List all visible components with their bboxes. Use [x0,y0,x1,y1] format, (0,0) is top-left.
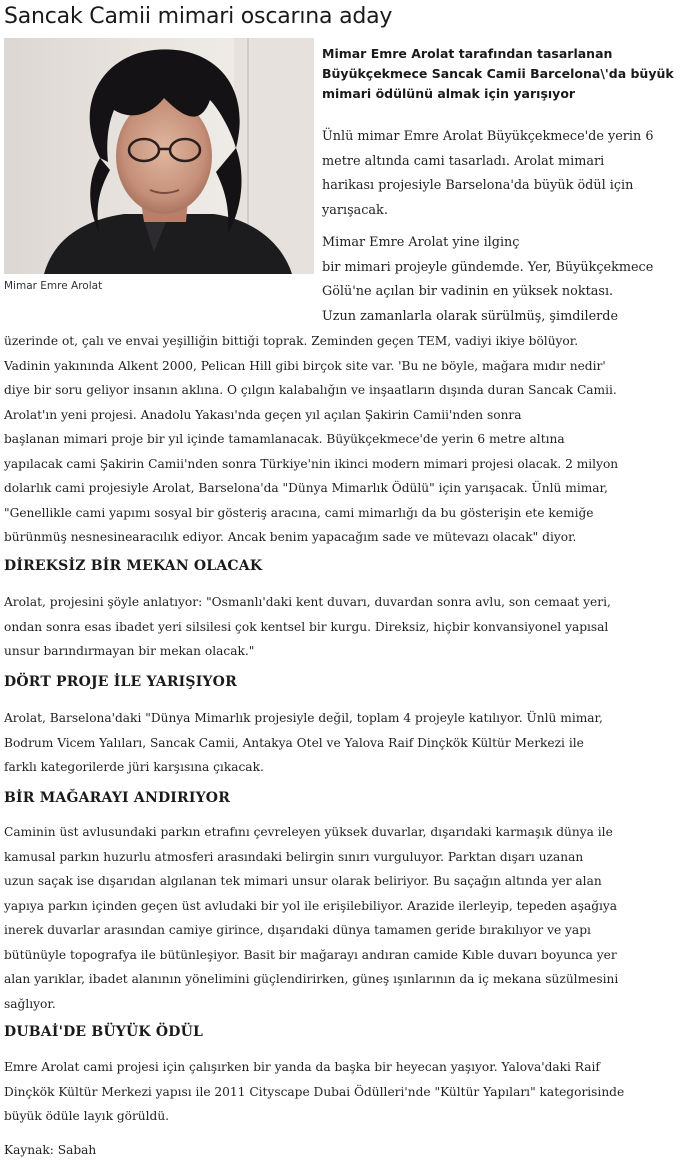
article-title: Sancak Camii mimari oscarına aday [4,4,393,29]
text-line: unsur barındırmayan bir mekan olacak." [4,644,255,658]
text-line: Arolat, projesini şöyle anlatıyor: "Osmanlı'daki kent duvarı, duvardan sonra avlu, son cemaat yeri, [4,595,611,609]
section-heading: DUBAİ'DE BÜYÜK ÖDÜL [4,1024,204,1040]
text-line: yapılacak cami Şakirin Camii'nden sonra Türkiye'nin ikinci modern mimari projesi olacak. 2 milyon [4,456,619,471]
text-line: harikası projesiyle Barselona'da büyük ödül için [322,178,634,193]
text-line: büyük ödüle layık görüldü. [4,1109,170,1123]
text-line: Vadinin yakınında Alkent 2000, Pelican Hill gibi birçok site var. 'Bu ne böyle, mağara mıdır nedir' [4,358,606,373]
text-line: diye bir soru geliyor insanın aklına. O çılgın kalabalığın ve inşaatların dışında duran Sancak Camii. [4,383,617,397]
section-paragraph [4,590,680,664]
lead-line: mimari ödülünü almak için yarışıyor [322,86,576,101]
text-line: Dinçkök Kültür Merkezi yapısı ile 2011 Cityscape Dubai Ödülleri'nde "Kültür Yapıları" kategorisinde [4,1084,625,1099]
text-line: Arolat'ın yeni projesi. Anadolu Yakası'nda geçen yıl açılan Şakirin Camii'nden sonra [4,407,522,422]
portrait-photo [4,38,314,274]
text-line: "Genellikle cami yapımı sosyal bir gösteriş aracına, cami mimarlığı da bu gösterişin ete kemiğe [4,505,594,520]
text-line: farklı kategorilerde jüri karşısına çıkacak. [4,760,264,774]
text-line: ondan sonra esas ibadet yeri silsilesi çok kentsel bir kurgu. Direksiz, hiçbir konvansiyonel yapısal [4,619,609,634]
text-line: alan yarıklar, ibadet alanının yönelimini güçlendirirken, güneş ışınlarının da iç mekana süzülmesini [4,972,619,986]
text-line: dolarlık cami projesiyle Arolat, Barselona'da "Dünya Mimarlık Ödülü" için yarışacak. Ünlü mimar, [4,481,608,495]
section-paragraph [4,820,680,1016]
paragraph-1-full [4,329,680,550]
photo-caption: Mimar Emre Arolat [4,280,103,292]
lead-line: Büyükçekmece Sancak Camii Barcelona\'da büyük [322,66,674,81]
text-line: metre altında cami tasarladı. Arolat mimari [322,153,605,169]
article-lead [322,44,680,104]
section-paragraph [4,706,680,780]
text-line: Caminin üst avlusundaki parkın etrafını çevreleyen yüksek duvarlar, dışarıdaki karmaşık dünya ile [4,825,613,839]
section-heading: DİREKSİZ BİR MEKAN OLACAK [4,558,263,574]
paragraph-1-side [322,231,680,329]
text-line: yapıya parkın içinden geçen üst avludaki bir yol ile erişilebiliyor. Arazide ilerleyip, tepeden aşağıya [4,898,618,913]
text-line: Gölü'ne açılan bir vadinin en yüksek noktası. [322,284,614,299]
intro-paragraph [322,125,680,223]
text-line: Ünlü mimar Emre Arolat Büyükçekmece'de yerin 6 [322,129,654,144]
text-line: başlanan mimari proje bir yıl içinde tamamlanacak. Büyükçekmece'de yerin 6 metre altına [4,432,565,446]
text-line: bir mimari projeyle gündemde. Yer, Büyükçekmece [322,259,654,275]
section-paragraph [4,1055,680,1129]
section-heading: DÖRT PROJE İLE YARIŞIYOR [4,674,237,690]
text-line: uzun saçak ise dışarıdan algılanan tek mimari unsur olarak beliriyor. Bu saçağın altında yer alan [4,874,602,888]
section-heading: BİR MAĞARAYI ANDIRIYOR [4,790,231,806]
text-line: Bodrum Vicem Yalıları, Sancak Camii, Antakya Otel ve Yalova Raif Dinçkök Kültür Merkezi ile [4,735,584,750]
text-line: yarışacak. [322,202,388,218]
text-line: Arolat, Barselona'daki "Dünya Mimarlık projesiyle değil, toplam 4 projeyle katılıyor. Ünlü mimar, [4,711,603,725]
text-line: Mimar Emre Arolat yine ilginç [322,235,520,250]
text-line: sağlıyor. [4,996,56,1011]
text-line: inerek duvarlar arasından camiye girince, dışarıdaki dünya tamamen geride bırakılıyor ve yapı [4,923,591,937]
source-line: Kaynak: Sabah [4,1143,97,1157]
lead-line: Mimar Emre Arolat tarafından tasarlanan [322,46,613,61]
text-line: Emre Arolat cami projesi için çalışırken bir yanda da başka bir heyecan yaşıyor. Yalova'daki Raif [4,1060,600,1074]
text-line: üzerinde ot, çalı ve envai yeşilliğin bittiği toprak. Zeminden geçen TEM, vadiyi ikiye bölüyor. [4,334,579,348]
text-line: bütünüyle topografya ile bütünleşiyor. Basit bir mağarayı andıran camide Kıble duvarı boyunca yer [4,947,617,962]
text-line: kamusal parkın huzurlu atmosferi arasındaki belirgin sınırı vurguluyor. Parktan dışarı uzanan [4,849,584,864]
text-line: Uzun zamanlarla olarak sürülmüş, şimdilerde [322,308,619,324]
text-line: bürünmüş nesnesinearacılık ediyor. Ancak benim yapacağım sade ve mütevazı olacak" diyor. [4,530,577,544]
